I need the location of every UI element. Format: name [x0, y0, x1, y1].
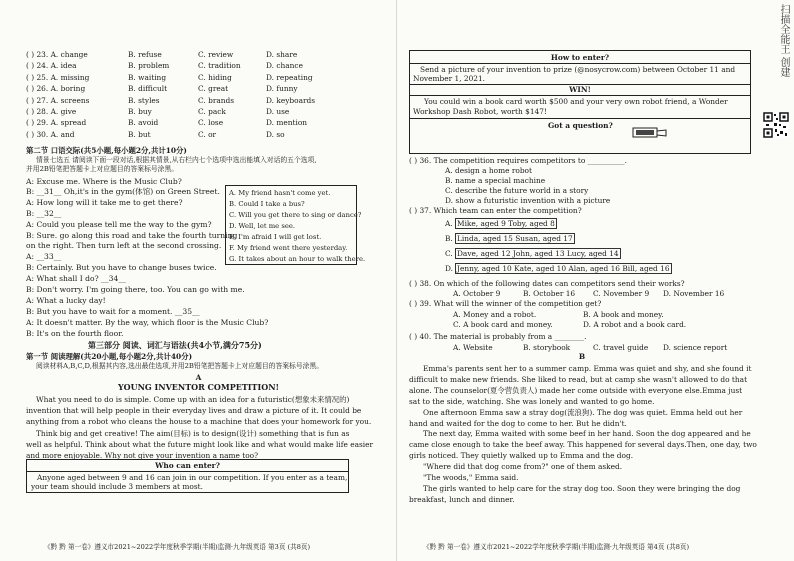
q40-option-d: D. science report: [663, 343, 728, 352]
page-footer-right: 《黔 黔 第一卷》遵义市2021~2022学年度秋季学期(半期)监测·九年级英语 第4页 (共8页): [423, 543, 690, 551]
reading-instruction: 阅读材料A,B,C,D,根据其内容,选出最佳选项,并用2B铅笔把答题卡上对应题目的答案标号涂黑。: [36, 362, 324, 370]
q38-option-a: A. October 9: [453, 289, 501, 298]
vocab-row-28-option-d: D. use: [266, 107, 290, 116]
q37-option-c-letter: C.: [445, 249, 453, 258]
option-e: E. I'm afraid I will get lost.: [229, 233, 322, 241]
q36-option-d: D. show a futuristic invention with a picture: [445, 196, 611, 205]
q40-option-c: C. travel guide: [593, 343, 649, 352]
dialog-line: B: But you have to wait for a moment. __35__: [26, 307, 200, 316]
passage-b-line: girls noticed. They quietly walked up to Emma and the dog.: [409, 451, 634, 461]
dialog-line: on the right. Then turn left at the second crossing.: [26, 241, 222, 250]
vocab-row-23-option-c: C. review: [198, 50, 234, 59]
dialog-line: B: Sure. go along this road and take the fourth turning: [26, 231, 238, 240]
options-box: [225, 185, 366, 265]
vocab-row-26-option-c: C. great: [198, 84, 229, 94]
q40-option-b: B. storybook: [523, 343, 571, 352]
qr-code-icon: [763, 112, 789, 138]
question-37: ( ) 37. Which team can enter the competition?: [409, 206, 582, 215]
passage-b-line: alone. The counselor(夏令营负责人) made her come outside with everyone else.Emma just: [409, 385, 743, 395]
option-a: A. My friend hasn't come yet.: [229, 189, 331, 197]
vocab-row-29-option-d: D. mention: [266, 118, 308, 128]
who-can-enter-title: Who can enter?: [155, 461, 220, 470]
dialog-line: A: What shall I do? __34__: [26, 274, 126, 283]
q37-option-a-box: Mike, aged 9 Toby, aged 8: [457, 219, 555, 228]
passage-b-line: sat to the side, watching. She was lonely and wanted to go home.: [409, 396, 655, 406]
vocab-row-24-option-b: B. problem: [128, 61, 170, 71]
question-39: ( ) 39. What will the winner of the competition get?: [409, 299, 602, 308]
dialog-line: B: Certainly. But you have to change buses twice.: [26, 263, 217, 272]
dialog-line: B: __32__: [26, 209, 62, 218]
passage-a-label: A: [195, 373, 202, 382]
option-c: C. Will you get there to sing or dance?: [229, 211, 362, 219]
q37-option-b-box: Linda, aged 15 Susan, aged 17: [457, 234, 573, 243]
vocab-row-27-number: ( ) 27. A. screens: [26, 95, 90, 105]
dialog-line: A: Excuse me. Where is the Music Club?: [26, 177, 182, 186]
vocab-row-29-option-b: B. avoid: [128, 118, 159, 128]
vocab-row-23-number: ( ) 23. A. change: [26, 50, 88, 59]
q36-option-b: B. name a special machine: [445, 176, 546, 185]
entry-info-box: [409, 50, 751, 154]
send-hand-icon: [632, 125, 668, 139]
passage-b-line: hand and waited for the dog to come to her. But he didn't.: [409, 418, 627, 428]
scanner-watermark-text: 扫描全能王 创建: [778, 4, 789, 78]
vocab-row-26-number: ( ) 26. A. boring: [26, 84, 86, 94]
q39-option-a: A. Money and a robot.: [453, 310, 537, 319]
vocab-row-27-option-d: D. keyboards: [266, 95, 316, 105]
option-f: F. My friend went there yesterday.: [229, 244, 348, 252]
who-can-enter-text-1: Anyone aged between 9 and 16 can join in our competition. If you enter as a team,: [37, 473, 348, 482]
passage-b-line: One afternoon Emma saw a stray dog(流浪狗). The dog was quiet. Emma held out her: [423, 407, 743, 417]
passage-b-line: came close enough to take the beef away. This happened for several days.Then, one day, two: [409, 440, 757, 450]
page-footer-left: 《黔 黔 第一卷》遵义市2021~2022学年度秋季学期(半期)监测·九年级英语 第3页 (共8页): [44, 543, 311, 551]
passage-b-line: difficult to make new friends. She liked to read, but at camp she wasn't allowed to do that: [409, 374, 748, 384]
passage-b-line: "Where did that dog come from?" one of them asked.: [423, 462, 623, 472]
passage-b-line: "The woods," Emma said.: [423, 473, 519, 482]
how-to-enter-text-2: November 1, 2021.: [413, 74, 486, 83]
question-38: ( ) 38. On which of the following dates can competitors send their works?: [409, 279, 685, 288]
q37-option-b-letter: B.: [445, 234, 453, 243]
q37-option-c-box: Dave, aged 12 John, aged 13 Lucy, aged 14: [457, 249, 619, 258]
q39-option-d: D. A robot and a book card.: [583, 320, 687, 329]
passage-a-line: and more enjoyable. Why not give your invention a name too?: [26, 451, 259, 460]
passage-b-line: Emma's parents sent her to a summer camp. Emma was quiet and shy, and she found it: [423, 364, 752, 373]
passage-b-label: B: [578, 352, 586, 361]
vocab-row-30-option-b: B. but: [128, 129, 151, 139]
vocab-row-24-option-d: D. chance: [266, 61, 303, 71]
passage-b-line: The girls wanted to help care for the stray dog too. Soon they were bringing the dog: [423, 483, 741, 493]
right-page: [397, 0, 794, 561]
how-to-enter-text-1: Send a picture of your invention to prize (@nosycrow.com) between October 11 and: [420, 65, 736, 74]
win-text-1: You could win a book card worth $500 and your very own robot friend, a Wonder: [424, 97, 728, 106]
passage-a-line: What you need to do is simple. Come up with an idea for a futuristic(想象未来情况的): [36, 395, 350, 404]
q37-option-d-letter: D.: [445, 264, 454, 273]
section-2-instruction-cont: 并用2B铅笔把答题卡上对应题目的答案标号涂黑。: [26, 165, 179, 173]
got-a-question-title: Got a question?: [548, 121, 613, 130]
dialog-line: A: It doesn't matter. By the way, which floor is the Music Club?: [26, 318, 269, 327]
vocab-row-29-option-c: C. lose: [198, 118, 224, 128]
q40-option-a: A. Website: [453, 343, 493, 352]
q36-option-c: C. describe the future world in a story: [445, 186, 589, 195]
win-text-2: Workshop Dash Robot, worth $147!: [413, 107, 547, 116]
passage-a-title: YOUNG INVENTOR COMPETITION!: [117, 382, 280, 392]
dialog-line: A: __33__: [26, 252, 62, 261]
vocab-row-28-option-b: B. buy: [128, 107, 152, 116]
vocab-row-24-option-c: C. tradition: [198, 61, 241, 71]
section-2-instruction: 情景七选五 请阅读下面一段对话,根据其情景,从右栏内七个选项中选出能填入对话的五个选项,: [36, 156, 317, 164]
vocab-row-24-number: ( ) 24. A. idea: [26, 61, 77, 71]
who-can-enter-box: [26, 459, 349, 493]
vocab-row-25-number: ( ) 25. A. missing: [26, 72, 90, 82]
reading-section-title: 第一节 阅读理解(共20小题,每小题2分,共计40分): [26, 352, 193, 361]
vocab-row-26-option-b: B. difficult: [128, 84, 168, 94]
q38-option-c: C. November 9: [593, 289, 650, 298]
vocab-row-28-number: ( ) 28. A. give: [26, 107, 77, 116]
section-2-title: 第二节 口语交际(共5小题,每小题2分,共计10分): [26, 146, 187, 155]
question-40: ( ) 40. The material is probably from a ________.: [409, 332, 587, 341]
win-title: WIN!: [569, 85, 591, 94]
dialog-line: B: Don't worry. I'm going there, too. You can go with me.: [26, 285, 245, 294]
vocab-row-30-number: ( ) 30. A. and: [26, 129, 75, 139]
vocab-row-30-option-c: C. or: [198, 129, 217, 139]
dialog-line: B: __31__ Oh,it's in the gym(体馆) on Green Street.: [26, 187, 220, 196]
part-3-title: 第三部分 阅读、词汇与语法(共4小节,满分75分): [88, 340, 262, 350]
how-to-enter-title: How to enter?: [550, 53, 610, 62]
dialog-line: A: How long will it take me to get there?: [26, 198, 183, 207]
passage-a-line: well as helpful. Think about what the future might look like and what would make life easier: [26, 440, 374, 449]
vocab-row-26-option-d: D. funny: [266, 84, 298, 94]
dialog-line: A: What a lucky day!: [26, 296, 106, 305]
q38-option-b: B. October 16: [523, 289, 576, 298]
q39-option-b: B. A book and money.: [583, 310, 664, 319]
q36-option-a: A. design a home robot: [445, 166, 532, 175]
dialog-line: A: Could you please tell me the way to the gym?: [26, 220, 212, 229]
passage-a-line: anything from a robot who cleans the house to a machine that does your homework for you.: [26, 417, 372, 426]
vocab-row-29-number: ( ) 29. A. spread: [26, 118, 87, 128]
vocab-row-28-option-c: C. pack: [198, 107, 226, 116]
option-d: D. Well, let me see.: [229, 222, 296, 230]
passage-b-line: breakfast, lunch and dinner.: [409, 494, 515, 504]
q37-option-d-box: Jenny, aged 10 Kate, aged 10 Alan, aged 16 Bill, aged 16: [457, 264, 670, 273]
q37-option-a-letter: A.: [445, 219, 453, 228]
vocab-row-25-option-c: C. hiding: [198, 72, 232, 82]
passage-a-line: Think big and get creative! The aim(目标) is to design(设计) something that is fun as: [36, 429, 350, 438]
vocab-row-27-option-b: B. styles: [128, 95, 160, 105]
vocab-row-25-option-d: D. repeating: [266, 72, 313, 82]
question-36: ( ) 36. The competition requires competitors to __________.: [409, 156, 627, 165]
vocab-row-25-option-b: B. waiting: [128, 72, 167, 82]
option-b: B. Could I take a bus?: [229, 200, 305, 208]
passage-a-line: invention that will help people in their everyday lives and draw a picture of it. It could be: [26, 406, 362, 415]
q38-option-d: D. November 16: [663, 289, 725, 298]
passage-b-line: The next day, Emma waited with some beef in her hand. Soon the dog appeared and he: [423, 429, 751, 439]
who-can-enter-text-2: your team should include 3 members at most.: [31, 482, 203, 491]
vocab-row-30-option-d: D. so: [266, 129, 285, 139]
vocab-row-27-option-c: C. brands: [198, 95, 235, 105]
vocab-row-23-option-b: B. refuse: [128, 50, 162, 59]
q39-option-c: C. A book card and money.: [453, 320, 553, 329]
vocab-row-23-option-d: D. share: [266, 50, 298, 59]
option-g: G. It takes about an hour to walk there.: [229, 255, 366, 263]
dialog-line: B: It's on the fourth floor.: [26, 329, 124, 338]
